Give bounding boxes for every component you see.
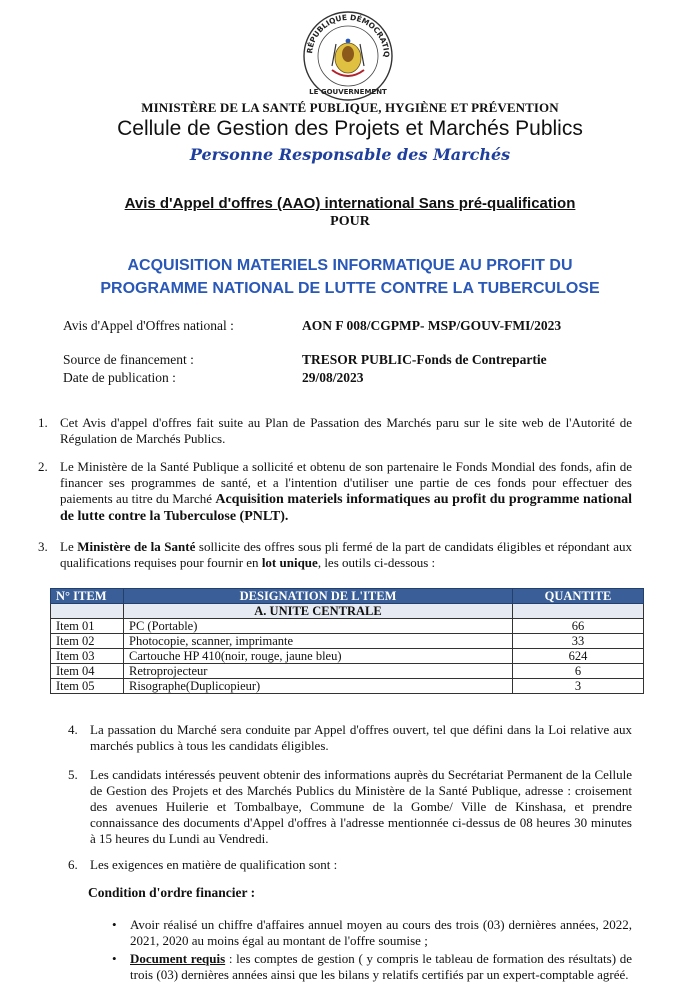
paragraph-5 (68, 767, 632, 847)
pour-label: POUR (330, 214, 370, 229)
aon-label: Avis d'Appel d'Offres national : (63, 318, 234, 333)
paragraph-text: Le Ministère de la Santé Publique a sollicité et obtenu de son partenaire le Fonds Mondial des fonds, afin de financer ses programmes de santé, et a l'intention d'utiliser une partie de ces fonds pour effectuer des paiements au titre du Marché (60, 459, 632, 506)
acquisition-title (40, 254, 660, 300)
table-section-label: A. UNITE CENTRALE (124, 604, 513, 619)
paragraph-text: , les outils ci-dessous : (317, 555, 436, 570)
table-row (51, 649, 644, 664)
items-table (50, 588, 644, 694)
paragraph-text: La passation du Marché sera conduite par Appel d'offres ouvert, tel que défini dans la Loi relative aux marchés publics à tous les candidats éligibles. (90, 722, 632, 753)
acquisition-line-1: ACQUISITION MATERIELS INFORMATIQUE AU PROFIT DU (127, 257, 573, 274)
bullet-label: Document requis (130, 951, 226, 966)
paragraph-3 (38, 539, 632, 571)
paragraph-number: 6. (68, 857, 78, 872)
item-designation: Risographe(Duplicopieur) (124, 679, 513, 694)
prm-title: Personne Responsable des Marchés (189, 145, 511, 164)
table-header-row (51, 589, 644, 604)
paragraph-2 (38, 459, 632, 525)
meta-aon (0, 318, 700, 338)
aon-value: AON F 008/CGPMP- MSP/GOUV-FMI/2023 (302, 318, 562, 333)
paragraph-text: sollicite des offres sous pli fermé de la part de candidats éligibles et répondant aux qualifications requises pour fournir en (60, 539, 632, 570)
table-header-cell: N° ITEM (51, 589, 124, 604)
table-row (51, 619, 644, 634)
paragraph-text: Cet Avis d'appel d'offres fait suite au Plan de Passation des Marchés paru sur le site web de l'Autorité de Régulation de Marchés Publics. (60, 415, 632, 446)
paragraph-number: 1. (38, 415, 48, 430)
paragraph-emphasis: Ministère de la Santé (77, 539, 196, 554)
table-cell (513, 604, 644, 619)
date-value: 29/08/2023 (302, 370, 364, 385)
date-label: Date de publication : (63, 370, 176, 385)
item-designation: Photocopie, scanner, imprimante (124, 634, 513, 649)
table-header-cell: QUANTITE (513, 589, 644, 604)
notice-title: Avis d'Appel d'offres (AAO) international Sans pré-qualification (124, 195, 576, 212)
condition-title: Condition d'ordre financier : (88, 885, 256, 900)
acquisition-line-2: PROGRAMME NATIONAL DE LUTTE CONTRE LA TUBERCULOSE (100, 280, 600, 297)
item-designation: Retroprojecteur (124, 664, 513, 679)
condition-bullet-2 (112, 951, 633, 983)
paragraph-6 (68, 857, 632, 873)
table-row (51, 664, 644, 679)
table-row (51, 679, 644, 694)
table-header-cell: DESIGNATION DE L'ITEM (124, 589, 513, 604)
paragraph-number: 2. (38, 459, 48, 474)
svg-text:LE GOUVERNEMENT: LE GOUVERNEMENT (309, 88, 387, 96)
item-number: Item 03 (51, 649, 124, 664)
bullet-text: Avoir réalisé un chiffre d'affaires annuel moyen au cours des trois (03) dernières années, 2022, 2021, 2020 au moins égal au montant de l'offre soumise ; (130, 917, 632, 948)
item-quantity: 624 (513, 649, 644, 664)
paragraph-text: Les exigences en matière de qualification sont : (90, 857, 338, 872)
bullet-text: : les comptes de gestion ( y compris le tableau de formation des résultats) de trois (03) dernières années ainsi que les bilans y relatifs certifiés par un expert-comptable agréé. (130, 951, 633, 982)
item-quantity: 66 (513, 619, 644, 634)
paragraph-emphasis: Acquisition materiels informatiques au profit du programme national de lutte contre la Tuberculose (PNLT). (60, 492, 632, 524)
cellule-name: Cellule de Gestion des Projets et Marchés Publics (117, 117, 583, 140)
meta-source (0, 352, 700, 372)
paragraph-emphasis: lot unique (261, 555, 318, 570)
paragraph-text: Les candidats intéressés peuvent obtenir des informations auprès du Secrétariat Permanent de la Cellule de Gestion des Projets et des Marchés Publics du Ministère de la Santé Publique, adresse : croisement des avenues Huilerie et Tombalbaye, Commune de la Gombe/ Ville de Kinshasa, et prendre connaissance des documents d'Appel d'offres à l'adresse mentionnée ci-dessus de 08 heures 30 minutes à 15 heures du Lundi au Vendredi. (90, 767, 632, 846)
item-quantity: 3 (513, 679, 644, 694)
bullet-icon: • (112, 951, 117, 966)
item-quantity: 33 (513, 634, 644, 649)
paragraph-number: 5. (68, 767, 78, 782)
meta-date (0, 370, 700, 390)
paragraph-4 (68, 722, 632, 754)
bullet-icon: • (112, 917, 117, 932)
item-number: Item 05 (51, 679, 124, 694)
ministry-name: MINISTÈRE DE LA SANTÉ PUBLIQUE, HYGIÈNE ET PRÉVENTION (141, 100, 559, 115)
table-row (51, 634, 644, 649)
item-number: Item 02 (51, 634, 124, 649)
item-quantity: 6 (513, 664, 644, 679)
item-designation: Cartouche HP 410(noir, rouge, jaune bleu) (124, 649, 513, 664)
item-number: Item 01 (51, 619, 124, 634)
table-section-row (51, 604, 644, 619)
paragraph-number: 3. (38, 539, 48, 554)
paragraph-1 (38, 415, 632, 447)
item-number: Item 04 (51, 664, 124, 679)
paragraph-text: Le (60, 539, 78, 554)
condition-bullet-1 (112, 917, 632, 949)
source-value: TRESOR PUBLIC-Fonds de Contrepartie (302, 352, 547, 367)
table-cell (51, 604, 124, 619)
government-seal (296, 8, 400, 104)
source-label: Source de financement : (63, 352, 194, 367)
svg-text:RÉPUBLIQUE DÉMOCRATIQUE DU CON: RÉPUBLIQUE DÉMOCRATIQ (305, 12, 392, 58)
paragraph-number: 4. (68, 722, 78, 737)
item-designation: PC (Portable) (124, 619, 513, 634)
